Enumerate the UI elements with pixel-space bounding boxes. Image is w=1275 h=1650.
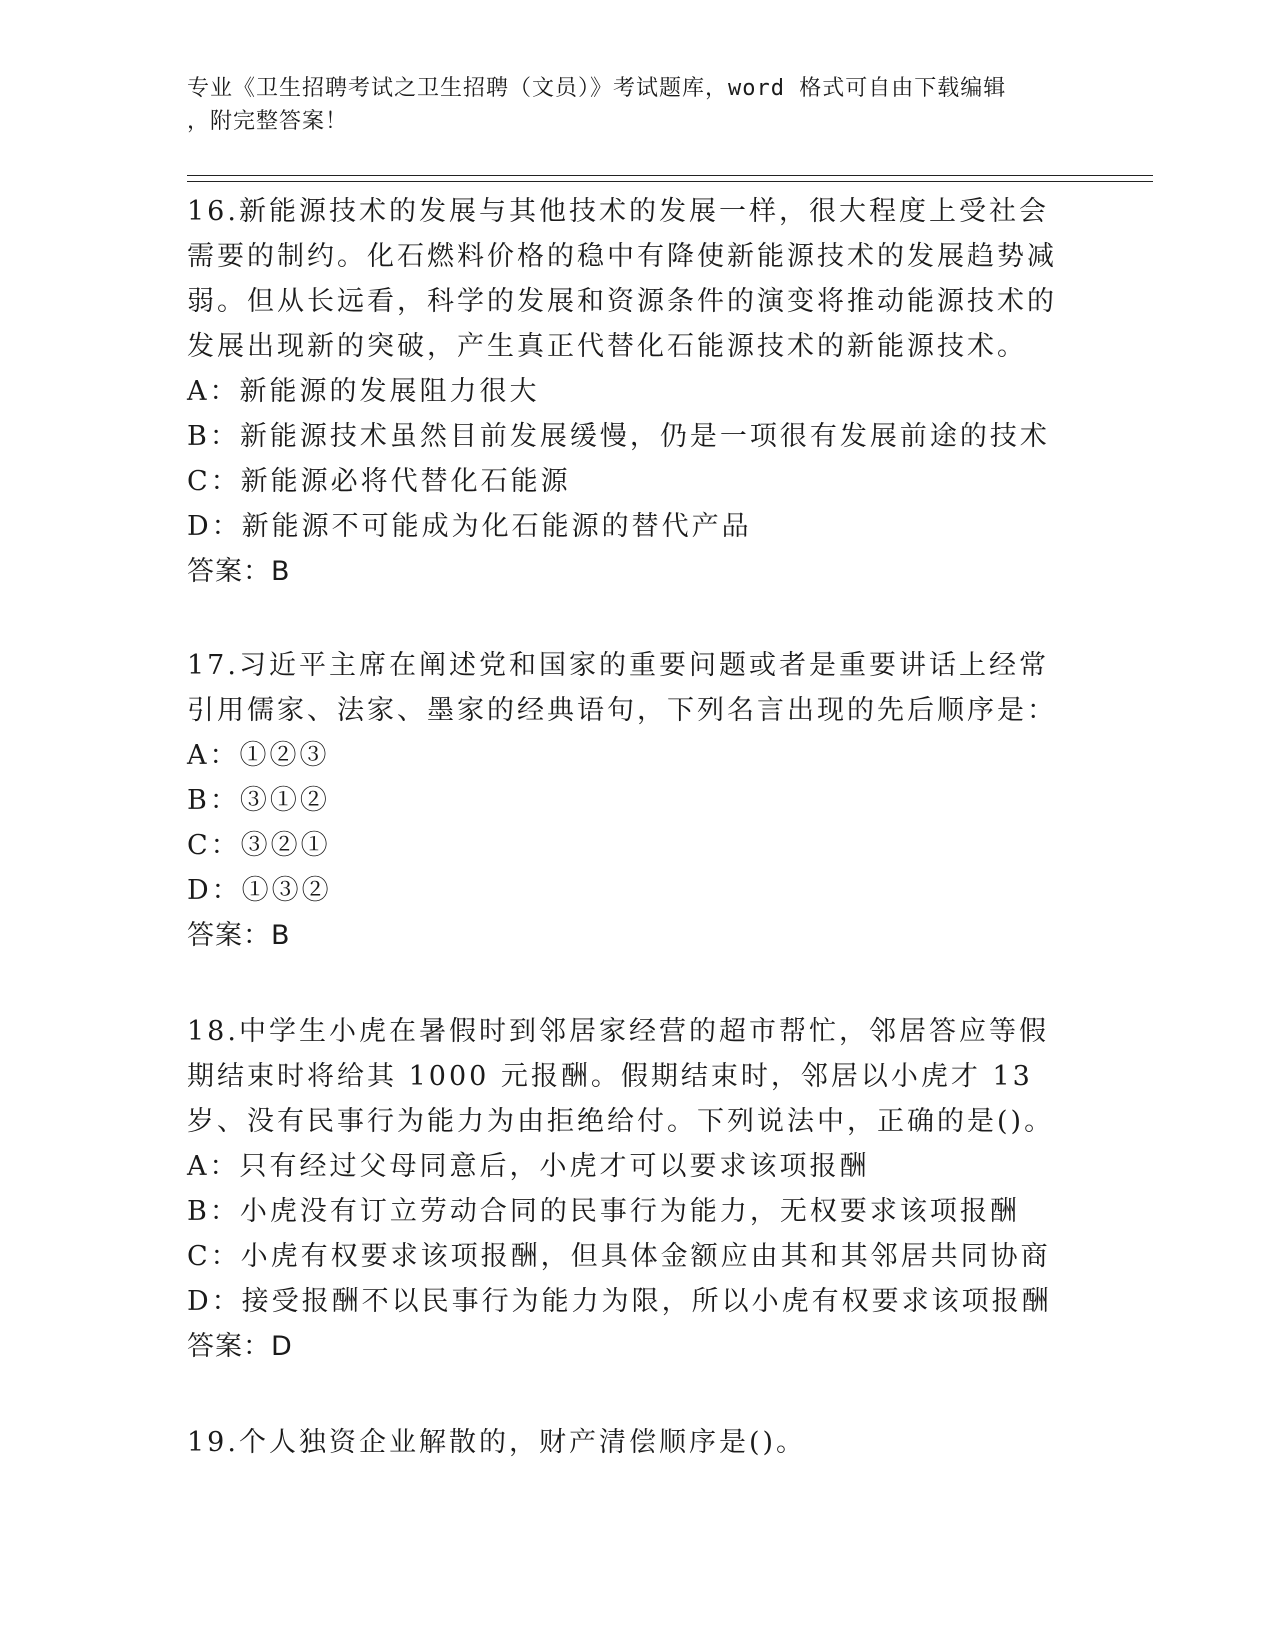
option-d: D：①③② — [187, 875, 332, 906]
option-c: C：小虎有权要求该项报酬，但具体金额应由其和其邻居共同协商 — [187, 1241, 1051, 1272]
header-divider-top — [187, 175, 1153, 176]
option-a: A：①②③ — [187, 740, 330, 771]
question-18 — [187, 1009, 1077, 1369]
answer-line: 答案：B — [187, 920, 291, 951]
header-divider-bottom — [187, 181, 1153, 182]
question-stem: 18.中学生小虎在暑假时到邻居家经营的超市帮忙，邻居答应等假期结束时将给其 1000 元报酬。假期结束时，邻居以小虎才 13 岁、没有民事行为能力为由拒绝给付。下列说法中，正确的是()。 — [187, 1016, 1055, 1137]
question-17 — [187, 643, 1077, 958]
option-a: A：新能源的发展阻力很大 — [187, 376, 540, 407]
question-stem: 16.新能源技术的发展与其他技术的发展一样，很大程度上受社会需要的制约。化石燃料价格的稳中有降使新能源技术的发展趋势减弱。但从长远看，科学的发展和资源条件的演变将推动能源技术的发展出现新的突破，产生真正代替化石能源技术的新能源技术。 — [187, 196, 1057, 362]
document-header: 专业《卫生招聘考试之卫生招聘（文员）》考试题库，word 格式可自由下载编辑 ，附完整答案！ — [187, 76, 1007, 134]
option-d: D：接受报酬不以民事行为能力为限，所以小虎有权要求该项报酬 — [187, 1286, 1052, 1317]
question-19 — [187, 1420, 1077, 1465]
option-b: B：新能源技术虽然目前发展缓慢，仍是一项很有发展前途的技术 — [187, 421, 1050, 452]
option-c: C：新能源必将代替化石能源 — [187, 466, 571, 497]
answer-line: 答案：B — [187, 556, 291, 587]
option-c: C：③②① — [187, 830, 331, 861]
answer-line: 答案：D — [187, 1331, 293, 1362]
option-a: A：只有经过父母同意后，小虎才可以要求该项报酬 — [187, 1151, 870, 1182]
option-d: D：新能源不可能成为化石能源的替代产品 — [187, 511, 752, 542]
question-stem: 19.个人独资企业解散的，财产清偿顺序是()。 — [187, 1427, 807, 1458]
question-stem: 17.习近平主席在阐述党和国家的重要问题或者是重要讲话上经常引用儒家、法家、墨家的经典语句，下列名言出现的先后顺序是： — [187, 650, 1057, 726]
option-b: B：③①② — [187, 785, 330, 816]
option-b: B：小虎没有订立劳动合同的民事行为能力，无权要求该项报酬 — [187, 1196, 1020, 1227]
question-16 — [187, 189, 1077, 594]
